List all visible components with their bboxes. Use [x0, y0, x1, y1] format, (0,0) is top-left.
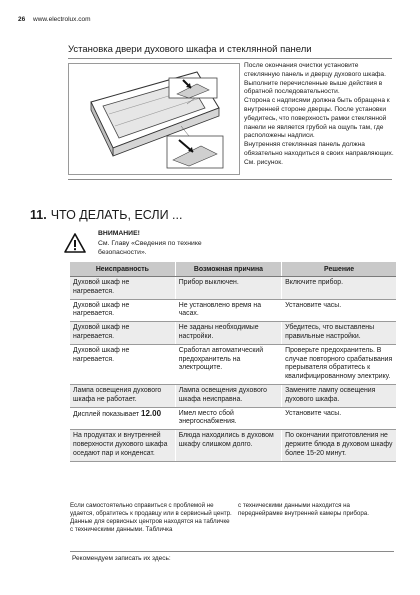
cause-cell: Не установлено время на часах. — [175, 299, 281, 322]
solution-cell: Замените лампу освещения духового шкафа. — [282, 384, 396, 407]
solution-cell: По окончании приготовления не держите блюда в духовом шкафу более 15-20 минут. — [282, 430, 396, 461]
table-header-row — [70, 262, 396, 277]
chapter-number: 11. — [30, 208, 47, 222]
warning-text: См. Главу «Сведения по технике безопасности». — [98, 240, 202, 256]
display-value: 12.00 — [141, 408, 162, 418]
table-row — [70, 384, 396, 407]
service-note-left: Если самостоятельно справиться с проблемой не удается, обратитесь к продавцу или в сервисный центр. Данные для сервисных центров находятся на табличке с техническими данными. Табличка — [70, 502, 232, 533]
table-row — [70, 322, 396, 345]
table-row — [70, 277, 396, 300]
door-installation-figure — [68, 63, 240, 175]
problem-cell: Духовой шкаф не нагревается. — [70, 299, 175, 322]
problem-cell: Духовой шкаф не нагревается. — [70, 322, 175, 345]
cause-cell: Имел место сбой энергоснабжения. — [175, 407, 281, 430]
solution-cell: Убедитесь, что выставлены правильные настройки. — [282, 322, 396, 345]
column-header: Неисправность — [70, 262, 175, 277]
recommendation-text: Рекомендуем записать их здесь: — [72, 555, 171, 562]
install-paragraph: Сторона с надписями должна быть обращена к внутренней стороне дверцы. После установки убедитесь, что поверхность рамки стеклянной панели не является грубой на ощупь там, где расположены надписи. — [244, 97, 390, 140]
cause-cell: Блюда находились в духовом шкафу слишком долго. — [175, 430, 281, 461]
solution-cell: Включите прибор. — [282, 277, 396, 300]
oven-door-illustration — [69, 64, 239, 174]
problem-text: Дисплей показывает — [73, 410, 141, 418]
table-row — [70, 299, 396, 322]
problem-cell: На продуктах и внутренней поверхности духового шкафа оседают пар и конденсат. — [70, 430, 175, 461]
column-header: Возможная причина — [175, 262, 281, 277]
chapter-heading — [30, 208, 182, 222]
page-header — [18, 16, 90, 23]
table-row — [70, 430, 396, 461]
solution-cell: Установите часы. — [282, 407, 396, 430]
warning-title: ВНИМАНИЕ! — [98, 230, 140, 237]
column-header: Решение — [282, 262, 396, 277]
solution-cell: Проверьте предохранитель. В случае повторного срабатывания прерывателя обратитесь к квалифицированному электрику. — [282, 344, 396, 384]
cause-cell: Сработал автоматический предохранитель на электрощите. — [175, 344, 281, 384]
service-note-right: с техническими данными находится на переднейрамке внутренней камеры прибора. — [238, 502, 369, 517]
install-paragraph: После окончания очистки установите стеклянную панель и дверцу духового шкафа. Выполните перечисленные выше действия в обратной последовательности. — [244, 62, 386, 96]
install-paragraph: Внутренняя стеклянная панель должна обязательно находиться в своих направляющих. См. рисунок. — [244, 141, 394, 166]
install-instructions — [244, 62, 396, 168]
warning-icon — [64, 233, 86, 253]
cause-cell: Прибор выключен. — [175, 277, 281, 300]
page-number: 26 — [18, 16, 26, 23]
problem-cell — [70, 407, 175, 430]
install-section-title: Установка двери духового шкафа и стеклянной панели — [68, 44, 312, 55]
cause-cell: Не заданы необходимые настройки. — [175, 322, 281, 345]
problem-cell: Духовой шкаф не нагревается. — [70, 277, 175, 300]
problem-cell: Лампа освещения духового шкафа не работает. — [70, 384, 175, 407]
header-url[interactable]: www.electrolux.com — [33, 16, 91, 23]
solution-cell: Установите часы. — [282, 299, 396, 322]
cause-cell: Лампа освещения духового шкафа неисправна. — [175, 384, 281, 407]
problem-cell: Духовой шкаф не нагревается. — [70, 344, 175, 384]
table-row — [70, 344, 396, 384]
troubleshooting-table — [70, 262, 396, 462]
table-row — [70, 407, 396, 430]
recommendation-box — [70, 551, 394, 568]
section-divider — [68, 58, 392, 59]
section-divider — [68, 179, 392, 180]
chapter-title: ЧТО ДЕЛАТЬ, ЕСЛИ ... — [50, 208, 183, 222]
